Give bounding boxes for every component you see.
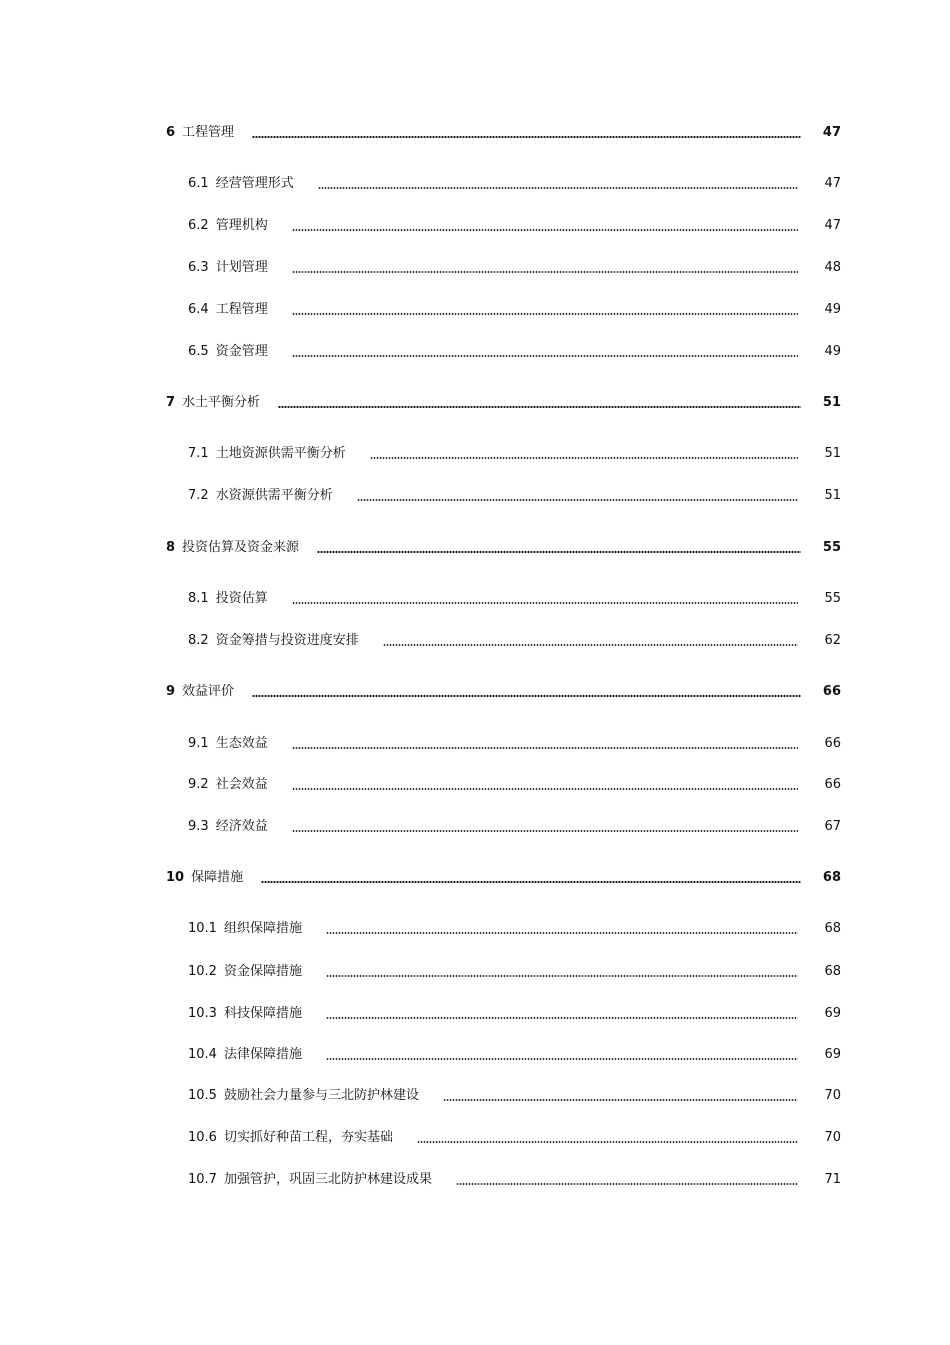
toc-dot-leader [261, 881, 801, 883]
toc-entry-title: 保障措施 [191, 870, 244, 885]
toc-entry-number: 10.5 [188, 1088, 217, 1103]
toc-entry-title: 管理机构 [215, 218, 268, 233]
toc-entry-number: 8 [166, 540, 176, 555]
toc-dot-leader [292, 747, 799, 749]
toc-entry-number: 8.1 [188, 591, 209, 606]
toc-entry-title: 土地资源供需平衡分析 [215, 446, 346, 461]
toc-dot-leader [292, 271, 799, 273]
toc-entry-number: 7.1 [188, 446, 209, 461]
toc-entry-title: 资金筹措与投资进度安排 [215, 633, 359, 648]
toc-dot-leader [292, 313, 799, 315]
toc-entry-number: 10.3 [188, 1006, 217, 1021]
toc-entry-title: 投资估算 [215, 591, 268, 606]
toc-entry-page: 55 [822, 540, 841, 555]
toc-dot-leader [326, 975, 798, 977]
toc-entry-page: 47 [824, 176, 841, 191]
toc-entry-title: 资金管理 [215, 344, 268, 359]
toc-dot-leader [357, 499, 799, 501]
toc-entry-number: 8.2 [188, 633, 209, 648]
toc-entry-section[interactable] [188, 442, 841, 462]
toc-dot-leader [456, 1183, 798, 1185]
toc-entry-title: 加强管护，巩固三北防护林建设成果 [223, 1172, 432, 1187]
toc-dot-leader [292, 355, 799, 357]
toc-entry-title: 鼓励社会力量参与三北防护林建设 [223, 1088, 419, 1103]
toc-dot-leader [318, 187, 799, 189]
toc-entry-chapter[interactable] [166, 391, 841, 411]
toc-entry-title: 切实抓好种苗工程，夯实基础 [223, 1130, 393, 1145]
toc-entry-page: 62 [824, 633, 841, 648]
toc-entry-chapter[interactable] [166, 680, 841, 700]
toc-entry-title: 组织保障措施 [223, 921, 302, 936]
toc-entry-number: 6.4 [188, 302, 209, 317]
toc-entry-title: 科技保障措施 [223, 1006, 302, 1021]
toc-dot-leader [252, 695, 801, 697]
toc-entry-page: 66 [824, 736, 841, 751]
toc-entry-section[interactable] [188, 732, 841, 752]
toc-dot-leader [292, 229, 799, 231]
toc-dot-leader [326, 1017, 798, 1019]
toc-dot-leader [326, 1058, 798, 1060]
toc-dot-leader [326, 932, 798, 934]
toc-entry-section[interactable] [188, 1126, 841, 1146]
toc-dot-leader [417, 1141, 798, 1143]
toc-entry-section[interactable] [188, 1043, 841, 1063]
toc-entry-title: 经济效益 [215, 819, 268, 834]
toc-entry-page: 67 [824, 819, 841, 834]
toc-entry-page: 47 [822, 125, 841, 140]
toc-dot-leader [370, 457, 799, 459]
toc-entry-title: 工程管理 [215, 302, 268, 317]
toc-dot-leader [278, 406, 801, 408]
toc-entry-title: 效益评价 [182, 684, 235, 699]
toc-entry-number: 10.7 [188, 1172, 217, 1187]
toc-entry-number: 9.2 [188, 777, 209, 792]
toc-dot-leader [292, 602, 799, 604]
toc-entry-section[interactable] [188, 960, 841, 980]
toc-entry-chapter[interactable] [166, 121, 841, 141]
toc-entry-section[interactable] [188, 629, 841, 649]
toc-entry-section[interactable] [188, 1168, 841, 1188]
toc-entry-number: 7.2 [188, 488, 209, 503]
toc-entry-number: 9.1 [188, 736, 209, 751]
toc-dot-leader [383, 644, 799, 646]
toc-entry-section[interactable] [188, 917, 841, 937]
toc-entry-page: 48 [824, 260, 841, 275]
toc-entry-page: 66 [824, 777, 841, 792]
toc-entry-section[interactable] [188, 1002, 841, 1022]
toc-entry-section[interactable] [188, 815, 841, 835]
toc-entry-number: 9.3 [188, 819, 209, 834]
toc-entry-section[interactable] [188, 214, 841, 234]
toc-entry-number: 10.6 [188, 1130, 217, 1145]
toc-entry-page: 49 [824, 344, 841, 359]
toc-entry-page: 51 [824, 488, 841, 503]
toc-entry-number: 6 [166, 125, 176, 140]
toc-entry-title: 水资源供需平衡分析 [215, 488, 333, 503]
toc-entry-number: 6.1 [188, 176, 209, 191]
toc-entry-chapter[interactable] [166, 866, 841, 886]
toc-entry-title: 计划管理 [215, 260, 268, 275]
toc-entry-page: 66 [822, 684, 841, 699]
toc-dot-leader [317, 551, 801, 553]
toc-entry-number: 10.2 [188, 964, 217, 979]
toc-entry-section[interactable] [188, 172, 841, 192]
toc-entry-page: 70 [824, 1130, 841, 1145]
toc-entry-title: 工程管理 [182, 125, 235, 140]
toc-entry-page: 51 [824, 446, 841, 461]
toc-entry-section[interactable] [188, 484, 841, 504]
toc-entry-page: 69 [824, 1047, 841, 1062]
toc-entry-title: 投资估算及资金来源 [182, 540, 300, 555]
toc-entry-section[interactable] [188, 1084, 841, 1104]
toc-entry-section[interactable] [188, 256, 841, 276]
toc-entry-number: 10.4 [188, 1047, 217, 1062]
toc-dot-leader [443, 1099, 798, 1101]
toc-entry-page: 70 [824, 1088, 841, 1103]
toc-entry-number: 10.1 [188, 921, 217, 936]
toc-entry-page: 47 [824, 218, 841, 233]
toc-entry-section[interactable] [188, 587, 841, 607]
toc-entry-page: 69 [824, 1006, 841, 1021]
toc-entry-number: 7 [166, 395, 176, 410]
toc-entry-title: 水土平衡分析 [182, 395, 261, 410]
toc-entry-number: 6.5 [188, 344, 209, 359]
toc-entry-title: 社会效益 [215, 777, 268, 792]
toc-entry-page: 49 [824, 302, 841, 317]
toc-entry-page: 68 [822, 870, 841, 885]
toc-entry-title: 经营管理形式 [215, 176, 294, 191]
toc-entry-page: 68 [824, 921, 841, 936]
toc-entry-number: 6.3 [188, 260, 209, 275]
toc-entry-section[interactable] [188, 298, 841, 318]
toc-entry-number: 6.2 [188, 218, 209, 233]
toc-entry-page: 51 [822, 395, 841, 410]
toc-entry-section[interactable] [188, 773, 841, 793]
toc-entry-page: 68 [824, 964, 841, 979]
toc-entry-page: 71 [824, 1172, 841, 1187]
toc-entry-page: 55 [824, 591, 841, 606]
toc-dot-leader [292, 830, 799, 832]
toc-dot-leader [292, 788, 799, 790]
toc-dot-leader [252, 136, 801, 138]
toc-entry-title: 资金保障措施 [223, 964, 302, 979]
toc-entry-number: 9 [166, 684, 176, 699]
toc-entry-number: 10 [166, 870, 185, 885]
toc-entry-section[interactable] [188, 340, 841, 360]
toc-entry-title: 生态效益 [215, 736, 268, 751]
toc-entry-chapter[interactable] [166, 536, 841, 556]
toc-entry-title: 法律保障措施 [223, 1047, 302, 1062]
